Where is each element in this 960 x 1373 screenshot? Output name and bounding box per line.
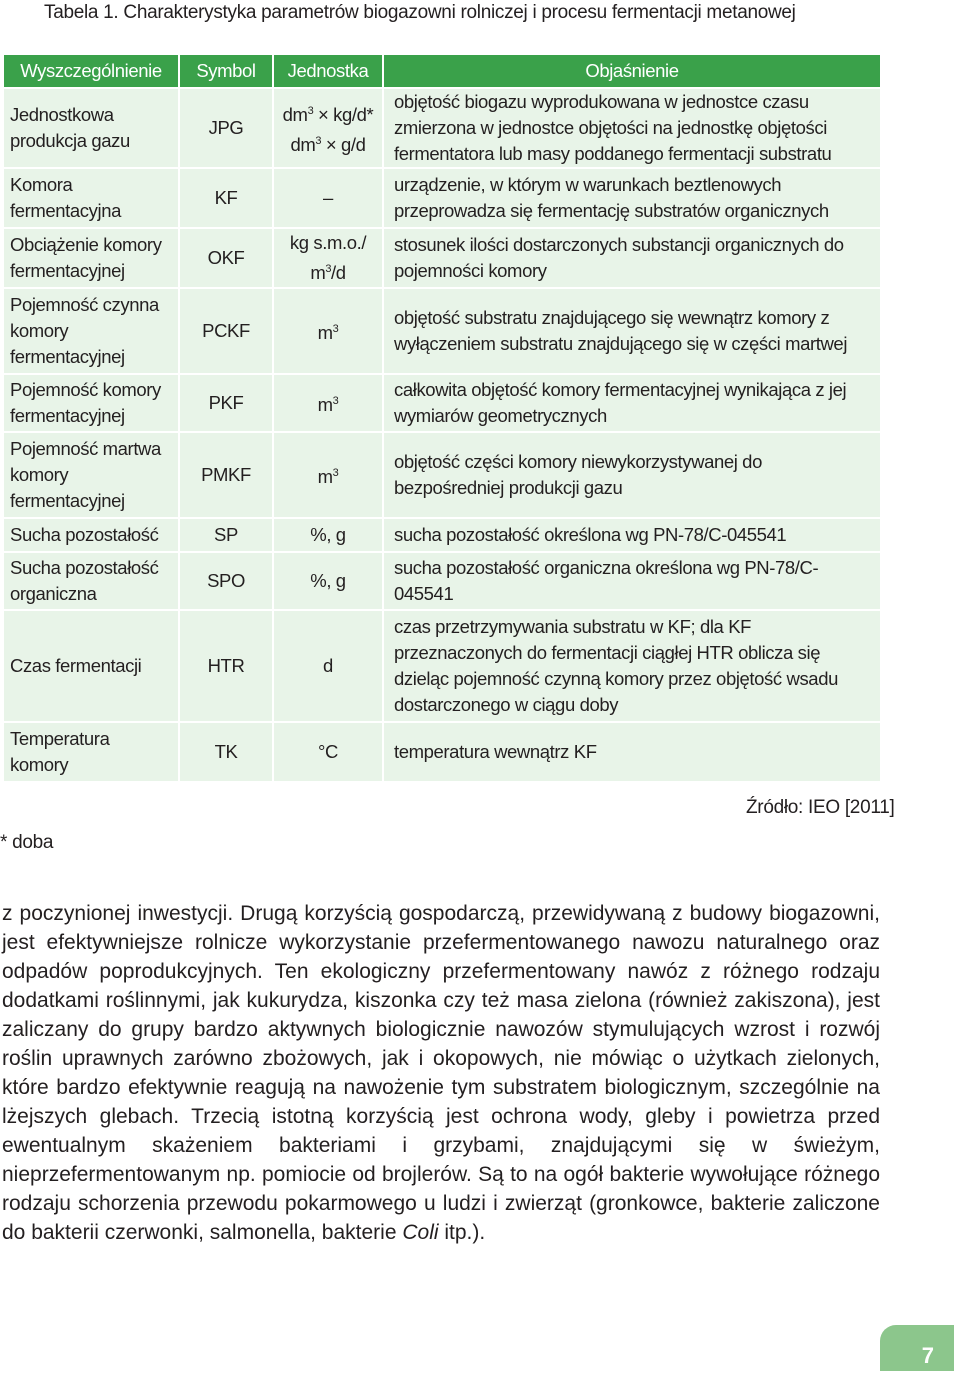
param-unit: %, g <box>274 551 384 609</box>
table-header-row <box>4 55 880 87</box>
table-row <box>4 87 880 167</box>
param-symbol: SPO <box>180 551 274 609</box>
param-unit <box>274 227 384 287</box>
param-unit: $m^3$ <box>274 287 384 373</box>
param-symbol: PKF <box>180 373 274 431</box>
unit-line-1: kg s.m.o./ <box>289 231 367 253</box>
param-symbol: SP <box>180 517 274 551</box>
header-jednostka: Jednostka <box>274 55 384 87</box>
param-description: stosunek ilości dostarczonych substancji organicznych do pojemności komory <box>384 227 880 287</box>
param-description: urządzenie, w którym w warunkach beztlenowych przeprowadza się fermentację substratów organicznych <box>384 167 880 227</box>
paragraph-text: z poczynionej inwestycji. Drugą korzyścią gospodarczą, przewidywaną z budowy biogazowni, jest efektywniejsze rolnicze wykorzystanie przefermentowanego nawozu naturalnego oraz odpadów poprodukcyjnych. Ten ekologiczny przefermentowany nawóz z różnego rodzaju dodatkami roślinnymi, jak kukurydza, kiszonka czy też masa zielona (również zakiszona), jest zaliczany do grupy bardzo aktywnych biologicznie nawozów stymulujących wzrost i rozwój roślin uprawnych zarówno zbożowych, jak i okopowych, nie mówiąc o użytkach zielonych, które bardzo efektywnie reagują na nawożenie tym substratem biologicznym, szczególnie na lżejszych glebach. Trzecią istotną korzyścią jest ochrona wody, gleby i powietrza przed ewentualnym skażeniem bakteriami i grzybami, znajdującymi się w świeżym, nieprzefermentowanym np. pomiocie od brojlerów. Są to na ogół bakterie wywołujące różnego rodzaju schorzenia przewodu pokarmowego u ludzi i zwierząt (gronkowce, bakterie zaliczone do bakterii czerwonki, salmonella, bakterie <box>2 902 880 1244</box>
unit-line-2: $m^3/d$ <box>310 262 346 284</box>
param-unit: d <box>274 609 384 721</box>
param-description: sucha pozostałość określona wg PN-78/C-045541 <box>384 517 880 551</box>
param-unit: %, g <box>274 517 384 551</box>
table-caption: Tabela 1. Charakterystyka parametrów biogazowni rolniczej i procesu fermentacji metanowej <box>44 2 796 23</box>
param-description: objętość substratu znajdującego się wewnątrz komory z wyłączeniem substratu znajdującego się w części martwej <box>384 287 880 373</box>
param-description: czas przetrzymywania substratu w KF; dla KF przeznaczonych do fermentacji ciągłej HTR oblicza się dzieląc pojemność czynną komory przez objętość wsadu dostarczonego w ciągu doby <box>384 609 880 721</box>
param-name: Sucha pozostałość organiczna <box>4 551 180 609</box>
table-row <box>4 287 880 373</box>
param-description: temperatura wewnątrz KF <box>384 721 880 781</box>
param-name: Czas fermentacji <box>4 609 180 721</box>
table-footnote: * doba <box>0 832 54 853</box>
param-name: Pojemność martwa komory fermentacyjnej <box>4 431 180 517</box>
param-symbol: JPG <box>180 87 274 167</box>
param-name: Pojemność komory fermentacyjnej <box>4 373 180 431</box>
page-number-tab <box>880 1325 954 1371</box>
param-unit: $m^3$ <box>274 373 384 431</box>
param-description: objętość biogazu wyprodukowana w jednostce czasu zmierzona w jednostce objętości na jednostkę objętości fermentatora lub masy poddanego fermentacji substratu <box>384 87 880 167</box>
param-name: Obciążenie komory fermentacyjnej <box>4 227 180 287</box>
param-symbol: PMKF <box>180 431 274 517</box>
param-description: sucha pozostałość organiczna określona wg PN-78/C-045541 <box>384 551 880 609</box>
param-name: Temperatura komory <box>4 721 180 781</box>
param-name: Sucha pozostałość <box>4 517 180 551</box>
param-description: objętość części komory niewykorzystywanej do bezpośredniej produkcji gazu <box>384 431 880 517</box>
param-description: całkowita objętość komory fermentacyjnej wynikająca z jej wymiarów geometrycznych <box>384 373 880 431</box>
table-row <box>4 431 880 517</box>
page-number: 7 <box>921 1343 934 1368</box>
param-unit: °C <box>274 721 384 781</box>
header-symbol: Symbol <box>180 55 274 87</box>
table-row <box>4 167 880 227</box>
param-symbol: PCKF <box>180 287 274 373</box>
param-unit: $m^3$ <box>274 431 384 517</box>
table-source: Źródło: IEO [2011] <box>746 797 895 818</box>
param-name: Komora fermentacyjna <box>4 167 180 227</box>
table-row <box>4 609 880 721</box>
param-name: Jednostkowa produkcja gazu <box>4 87 180 167</box>
unit-line-2: $dm^3 \times g/d$ <box>290 134 366 156</box>
table-row <box>4 551 880 609</box>
body-paragraph <box>2 899 880 1247</box>
table-row <box>4 227 880 287</box>
unit-line-1: $dm^3 \times kg/d*$ <box>282 104 374 125</box>
paragraph-text-end: itp.). <box>438 1221 486 1244</box>
table-row <box>4 517 880 551</box>
param-symbol: HTR <box>180 609 274 721</box>
param-name: Pojemność czynna komory fermentacyjnej <box>4 287 180 373</box>
param-unit <box>274 87 384 167</box>
param-symbol: OKF <box>180 227 274 287</box>
param-unit: – <box>274 167 384 227</box>
param-symbol: KF <box>180 167 274 227</box>
table-row <box>4 373 880 431</box>
table-row <box>4 721 880 781</box>
param-symbol: TK <box>180 721 274 781</box>
header-objasnienie: Objaśnienie <box>384 55 880 87</box>
header-wyszczegolnienie: Wyszczególnienie <box>4 55 180 87</box>
parameter-table <box>4 55 880 781</box>
paragraph-italic: Coli <box>402 1221 439 1244</box>
